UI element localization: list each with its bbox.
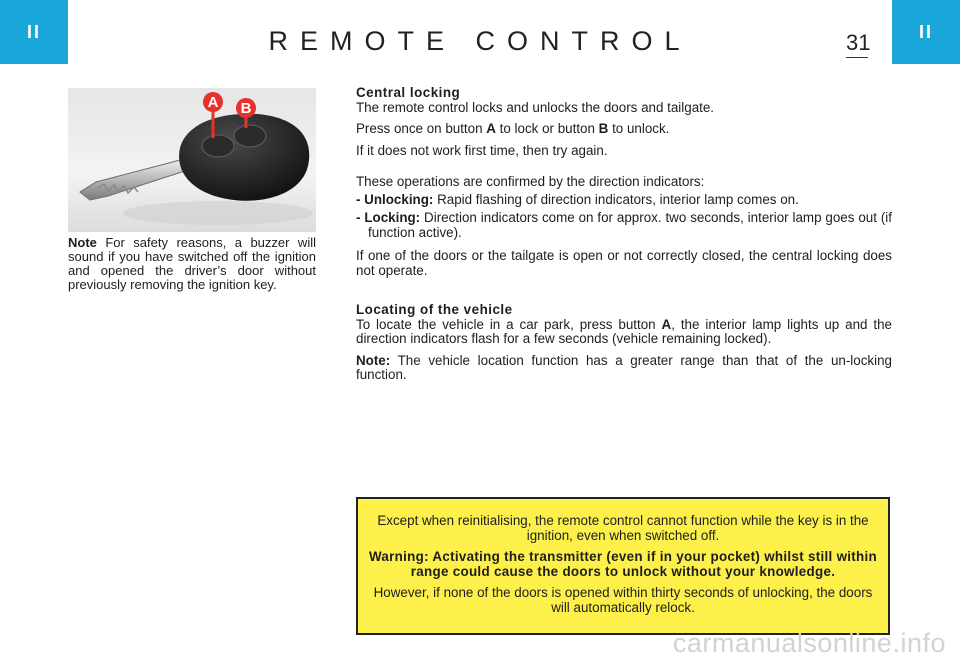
main-column [356, 86, 892, 390]
warning-box-relock: However, if none of the doors is opened within thirty seconds of unlocking, the doors will automatically relock. [373, 585, 873, 615]
central-locking-intro: The remote control locks and unlocks the doors and tailgate. [356, 99, 715, 115]
page-number-underline [846, 57, 868, 58]
section-tab-right: II [892, 0, 960, 64]
remote-key-photo [68, 88, 316, 232]
watermark: carmanualsonline.info [672, 628, 946, 658]
label-a: A [207, 94, 219, 111]
warning-box-intro: Except when reinitialising, the remote control cannot function while the key is in the ignition, even when switched off. [377, 513, 869, 543]
list-item-unlocking: - Unlocking: Rapid flashing of direction indicators, interior lamp comes on. [356, 191, 799, 207]
page-title: REMOTE CONTROL [268, 26, 692, 56]
central-locking-buttons: Press once on button A to lock or button B to unlock. [356, 121, 670, 136]
central-locking-heading: Central locking [356, 85, 461, 100]
section-tab-left: II [0, 0, 68, 64]
warning-box [356, 497, 890, 635]
list-item-locking: - Locking: Direction indicators come on for approx. two seconds, interior lamp goes out (if function active). [356, 210, 892, 240]
page-number: 31 [846, 30, 871, 55]
central-locking-door-open: If one of the doors or the tailgate is open or not correctly closed, the central locking does not operate. [356, 248, 892, 278]
label-b: B [240, 100, 252, 117]
central-locking-retry: If it does not work first time, then try again. [356, 142, 608, 158]
confirmation-intro: These operations are confirmed by the direction indicators: [356, 174, 705, 189]
remote-key-illustration [68, 88, 316, 232]
locating-heading: Locating of the vehicle [356, 302, 513, 317]
locating-text: To locate the vehicle in a car park, press button A, the interior lamp lights up and the direction indicators flash for a few seconds (vehicle remaining locked). [356, 316, 892, 346]
warning-box-warning: Warning: Activating the transmitter (even if in your pocket) whilst still within range could cause the doors to unlock without your knowledge. [368, 549, 878, 579]
note-label: Note [68, 235, 97, 250]
safety-note [68, 236, 316, 292]
locating-note: Note: The vehicle location function has a greater range than that of the un-locking function. [356, 352, 892, 382]
note-text: For safety reasons, a buzzer will sound if you have switched off the ignition and opened the driver’s door without previously removing the ignition key. [68, 235, 316, 292]
